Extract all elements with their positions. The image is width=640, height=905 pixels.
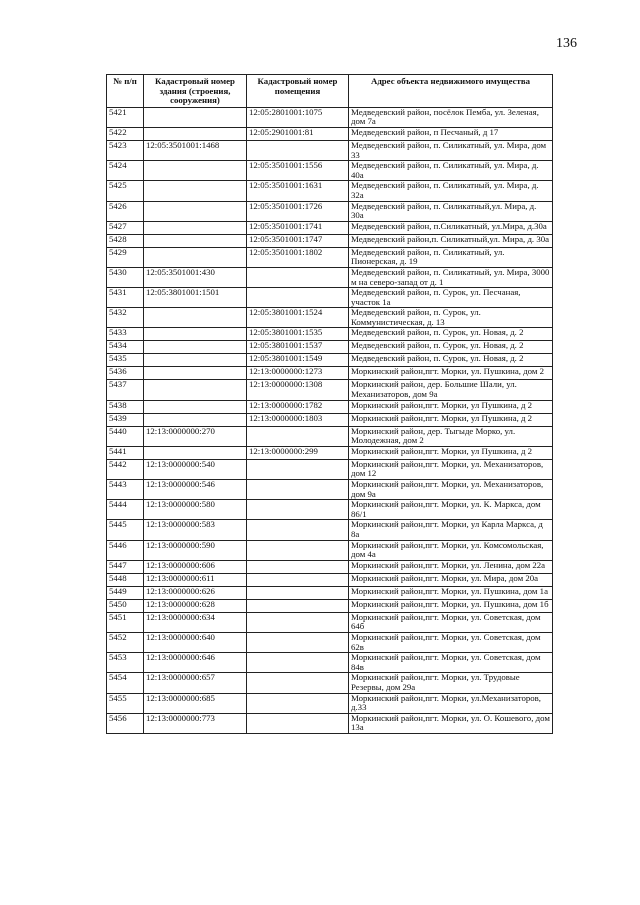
address-cell: Моркинский район,пгт. Морки, ул. К. Маркса, дом 86/1 [349, 500, 553, 520]
premises-cadastral-cell: 12:05:3801001:1549 [247, 354, 349, 367]
row-number-cell: 5451 [107, 612, 144, 632]
address-cell: Моркинский район,пгт. Морки, ул Пушкина, д 2 [349, 413, 553, 426]
row-number-cell: 5450 [107, 599, 144, 612]
premises-cadastral-cell: 12:13:0000000:1782 [247, 400, 349, 413]
row-number-cell: 5430 [107, 267, 144, 287]
address-cell: Моркинский район,пгт. Морки, ул. Мира, дом 20а [349, 573, 553, 586]
building-cadastral-cell: 12:13:0000000:583 [144, 520, 247, 540]
building-cadastral-cell [144, 127, 247, 140]
premises-cadastral-cell [247, 693, 349, 713]
address-cell: Моркинский район,пгт. Морки, ул. Трудовые Резервы, дом 29а [349, 673, 553, 693]
table-row [107, 573, 553, 586]
address-cell: Медведевский район, п. Силикатный, ул. Мира, д. 32а [349, 181, 553, 201]
building-cadastral-cell: 12:13:0000000:580 [144, 500, 247, 520]
premises-cadastral-cell: 12:05:3801001:1537 [247, 341, 349, 354]
premises-cadastral-cell [247, 520, 349, 540]
table-row [107, 632, 553, 652]
table-row [107, 459, 553, 479]
address-cell: Медведевский район, п. Сурок, ул. Новая, д. 2 [349, 341, 553, 354]
table-row [107, 500, 553, 520]
table-row [107, 400, 553, 413]
premises-cadastral-cell: 12:05:3501001:1631 [247, 181, 349, 201]
row-number-cell: 5447 [107, 560, 144, 573]
building-cadastral-cell [144, 380, 247, 400]
property-registry-table [106, 74, 553, 734]
row-number-cell: 5444 [107, 500, 144, 520]
building-cadastral-cell [144, 367, 247, 380]
table-row [107, 599, 553, 612]
address-cell: Медведевский район, п.Силикатный, ул.Мира, д.30а [349, 221, 553, 234]
premises-cadastral-cell [247, 480, 349, 500]
table-row [107, 693, 553, 713]
premises-cadastral-cell [247, 267, 349, 287]
address-cell: Моркинский район,пгт. Морки, ул.Механизаторов, д.33 [349, 693, 553, 713]
address-cell: Медведевский район, п. Силикатный, ул. Мира, 3000 м на северо-запад от д. 1 [349, 267, 553, 287]
premises-cadastral-cell: 12:13:0000000:1273 [247, 367, 349, 380]
header-property-address: Адрес объекта недвижимого имущества [349, 75, 553, 108]
header-row-number: № п/п [107, 75, 144, 108]
building-cadastral-cell [144, 221, 247, 234]
premises-cadastral-cell: 12:13:0000000:299 [247, 446, 349, 459]
address-cell: Моркинский район,пгт. Морки, ул. Комсомольская, дом 4а [349, 540, 553, 560]
building-cadastral-cell [144, 107, 247, 127]
premises-cadastral-cell: 12:13:0000000:1308 [247, 380, 349, 400]
premises-cadastral-cell: 12:13:0000000:1803 [247, 413, 349, 426]
table-row [107, 247, 553, 267]
building-cadastral-cell: 12:13:0000000:590 [144, 540, 247, 560]
table-row [107, 380, 553, 400]
row-number-cell: 5448 [107, 573, 144, 586]
address-cell: Медведевский район,п. Силикатный,ул. Мира, д. 30а [349, 234, 553, 247]
table-row [107, 288, 553, 308]
premises-cadastral-cell: 12:05:2801001:1075 [247, 107, 349, 127]
building-cadastral-cell: 12:13:0000000:657 [144, 673, 247, 693]
table-row [107, 560, 553, 573]
premises-cadastral-cell [247, 540, 349, 560]
table-body [107, 107, 553, 733]
row-number-cell: 5440 [107, 426, 144, 446]
address-cell: Моркинский район,пгт. Морки, ул. Пушкина, дом 2 [349, 367, 553, 380]
table-row [107, 354, 553, 367]
building-cadastral-cell [144, 234, 247, 247]
table-row [107, 673, 553, 693]
row-number-cell: 5425 [107, 181, 144, 201]
row-number-cell: 5422 [107, 127, 144, 140]
address-cell: Медведевский район, п. Сурок, ул. Новая, д. 2 [349, 354, 553, 367]
table-row [107, 480, 553, 500]
table-row [107, 328, 553, 341]
table-row [107, 713, 553, 733]
premises-cadastral-cell: 12:05:3801001:1535 [247, 328, 349, 341]
address-cell: Медведевский район, п. Силикатный, ул. Мира, дом 33 [349, 140, 553, 160]
premises-cadastral-cell [247, 500, 349, 520]
premises-cadastral-cell [247, 288, 349, 308]
building-cadastral-cell [144, 341, 247, 354]
building-cadastral-cell [144, 400, 247, 413]
table-row [107, 446, 553, 459]
building-cadastral-cell: 12:13:0000000:628 [144, 599, 247, 612]
row-number-cell: 5455 [107, 693, 144, 713]
row-number-cell: 5424 [107, 161, 144, 181]
row-number-cell: 5421 [107, 107, 144, 127]
building-cadastral-cell: 12:13:0000000:270 [144, 426, 247, 446]
row-number-cell: 5426 [107, 201, 144, 221]
row-number-cell: 5442 [107, 459, 144, 479]
building-cadastral-cell [144, 308, 247, 328]
row-number-cell: 5452 [107, 632, 144, 652]
premises-cadastral-cell [247, 140, 349, 160]
table-row [107, 612, 553, 632]
premises-cadastral-cell [247, 459, 349, 479]
row-number-cell: 5423 [107, 140, 144, 160]
building-cadastral-cell [144, 201, 247, 221]
premises-cadastral-cell [247, 673, 349, 693]
building-cadastral-cell: 12:13:0000000:634 [144, 612, 247, 632]
row-number-cell: 5453 [107, 653, 144, 673]
address-cell: Моркинский район,пгт. Морки, ул. Механизаторов, дом 12 [349, 459, 553, 479]
row-number-cell: 5449 [107, 586, 144, 599]
premises-cadastral-cell [247, 426, 349, 446]
table-row [107, 127, 553, 140]
row-number-cell: 5438 [107, 400, 144, 413]
row-number-cell: 5433 [107, 328, 144, 341]
row-number-cell: 5431 [107, 288, 144, 308]
building-cadastral-cell [144, 161, 247, 181]
table-row [107, 520, 553, 540]
premises-cadastral-cell [247, 612, 349, 632]
row-number-cell: 5446 [107, 540, 144, 560]
premises-cadastral-cell [247, 599, 349, 612]
row-number-cell: 5456 [107, 713, 144, 733]
building-cadastral-cell: 12:13:0000000:685 [144, 693, 247, 713]
row-number-cell: 5439 [107, 413, 144, 426]
table-row [107, 161, 553, 181]
premises-cadastral-cell: 12:05:2901001:81 [247, 127, 349, 140]
premises-cadastral-cell [247, 573, 349, 586]
address-cell: Медведевский район, п. Силикатный, ул. Пионерская, д. 19 [349, 247, 553, 267]
row-number-cell: 5443 [107, 480, 144, 500]
address-cell: Моркинский район,пгт. Морки, ул Пушкина, д 2 [349, 446, 553, 459]
address-cell: Медведевский район, п. Сурок, ул. Песчаная, участок 1а [349, 288, 553, 308]
building-cadastral-cell: 12:13:0000000:546 [144, 480, 247, 500]
building-cadastral-cell: 12:13:0000000:606 [144, 560, 247, 573]
premises-cadastral-cell: 12:05:3501001:1747 [247, 234, 349, 247]
address-cell: Медведевский район, посёлок Пемба, ул. Зеленая, дом 7а [349, 107, 553, 127]
building-cadastral-cell: 12:13:0000000:646 [144, 653, 247, 673]
address-cell: Медведевский район, п Песчаный, д 17 [349, 127, 553, 140]
address-cell: Медведевский район, п. Сурок, ул. Коммунистическая, д. 13 [349, 308, 553, 328]
address-cell: Медведевский район, п. Силикатный, ул. Мира, д. 40а [349, 161, 553, 181]
table-row [107, 308, 553, 328]
table-row [107, 234, 553, 247]
table-row [107, 221, 553, 234]
row-number-cell: 5432 [107, 308, 144, 328]
building-cadastral-cell [144, 247, 247, 267]
row-number-cell: 5437 [107, 380, 144, 400]
premises-cadastral-cell: 12:05:3801001:1524 [247, 308, 349, 328]
premises-cadastral-cell: 12:05:3501001:1802 [247, 247, 349, 267]
table-row [107, 426, 553, 446]
building-cadastral-cell: 12:13:0000000:626 [144, 586, 247, 599]
row-number-cell: 5454 [107, 673, 144, 693]
row-number-cell: 5435 [107, 354, 144, 367]
address-cell: Моркинский район,пгт. Морки, ул. О. Кошевого, дом 13а [349, 713, 553, 733]
address-cell: Медведевский район, п. Силикатный,ул. Мира, д. 30а [349, 201, 553, 221]
premises-cadastral-cell [247, 560, 349, 573]
address-cell: Моркинский район,пгт. Морки, ул. Механизаторов, дом 9а [349, 480, 553, 500]
building-cadastral-cell: 12:05:3501001:430 [144, 267, 247, 287]
address-cell: Моркинский район,пгт. Морки, ул. Пушкина, дом 1а [349, 586, 553, 599]
premises-cadastral-cell: 12:05:3501001:1726 [247, 201, 349, 221]
address-cell: Моркинский район,пгт. Морки, ул. Советская, дом 64б [349, 612, 553, 632]
row-number-cell: 5445 [107, 520, 144, 540]
table-row [107, 267, 553, 287]
address-cell: Медведевский район, п. Сурок, ул. Новая, д. 2 [349, 328, 553, 341]
building-cadastral-cell [144, 328, 247, 341]
premises-cadastral-cell [247, 586, 349, 599]
building-cadastral-cell [144, 446, 247, 459]
premises-cadastral-cell [247, 713, 349, 733]
premises-cadastral-cell [247, 632, 349, 652]
table-row [107, 181, 553, 201]
table-row [107, 413, 553, 426]
row-number-cell: 5441 [107, 446, 144, 459]
address-cell: Моркинский район,пгт. Морки, ул. Советская, дом 62в [349, 632, 553, 652]
header-building-cadastral-number: Кадастровый номер здания (строения, сооружения) [144, 75, 247, 108]
address-cell: Моркинский район,пгт. Морки, ул. Ленина, дом 22а [349, 560, 553, 573]
table-row [107, 107, 553, 127]
page-number: 136 [556, 36, 577, 51]
table-row [107, 367, 553, 380]
table-row [107, 341, 553, 354]
table-row [107, 653, 553, 673]
address-cell: Моркинский район,пгт. Морки, ул Пушкина, д 2 [349, 400, 553, 413]
building-cadastral-cell [144, 354, 247, 367]
building-cadastral-cell: 12:13:0000000:540 [144, 459, 247, 479]
premises-cadastral-cell: 12:05:3501001:1556 [247, 161, 349, 181]
building-cadastral-cell: 12:13:0000000:773 [144, 713, 247, 733]
address-cell: Моркинский район, дер. Большие Шали, ул. Механизаторов, дом 9а [349, 380, 553, 400]
address-cell: Моркинский район,пгт. Морки, ул. Пушкина, дом 1б [349, 599, 553, 612]
table-row [107, 140, 553, 160]
row-number-cell: 5427 [107, 221, 144, 234]
address-cell: Моркинский район,пгт. Морки, ул Карла Маркса, д 8а [349, 520, 553, 540]
row-number-cell: 5428 [107, 234, 144, 247]
table-row [107, 540, 553, 560]
row-number-cell: 5434 [107, 341, 144, 354]
building-cadastral-cell: 12:05:3501001:1468 [144, 140, 247, 160]
building-cadastral-cell [144, 413, 247, 426]
address-cell: Моркинский район,пгт. Морки, ул. Советская, дом 84в [349, 653, 553, 673]
table-row [107, 201, 553, 221]
address-cell: Моркинский район, дер. Тыгыде Морко, ул. Молодежная, дом 2 [349, 426, 553, 446]
row-number-cell: 5436 [107, 367, 144, 380]
table-row [107, 586, 553, 599]
premises-cadastral-cell [247, 653, 349, 673]
building-cadastral-cell [144, 181, 247, 201]
building-cadastral-cell: 12:13:0000000:611 [144, 573, 247, 586]
table-header-row [107, 75, 553, 108]
row-number-cell: 5429 [107, 247, 144, 267]
header-premises-cadastral-number: Кадастровый номер помещения [247, 75, 349, 108]
building-cadastral-cell: 12:13:0000000:640 [144, 632, 247, 652]
building-cadastral-cell: 12:05:3801001:1501 [144, 288, 247, 308]
premises-cadastral-cell: 12:05:3501001:1741 [247, 221, 349, 234]
